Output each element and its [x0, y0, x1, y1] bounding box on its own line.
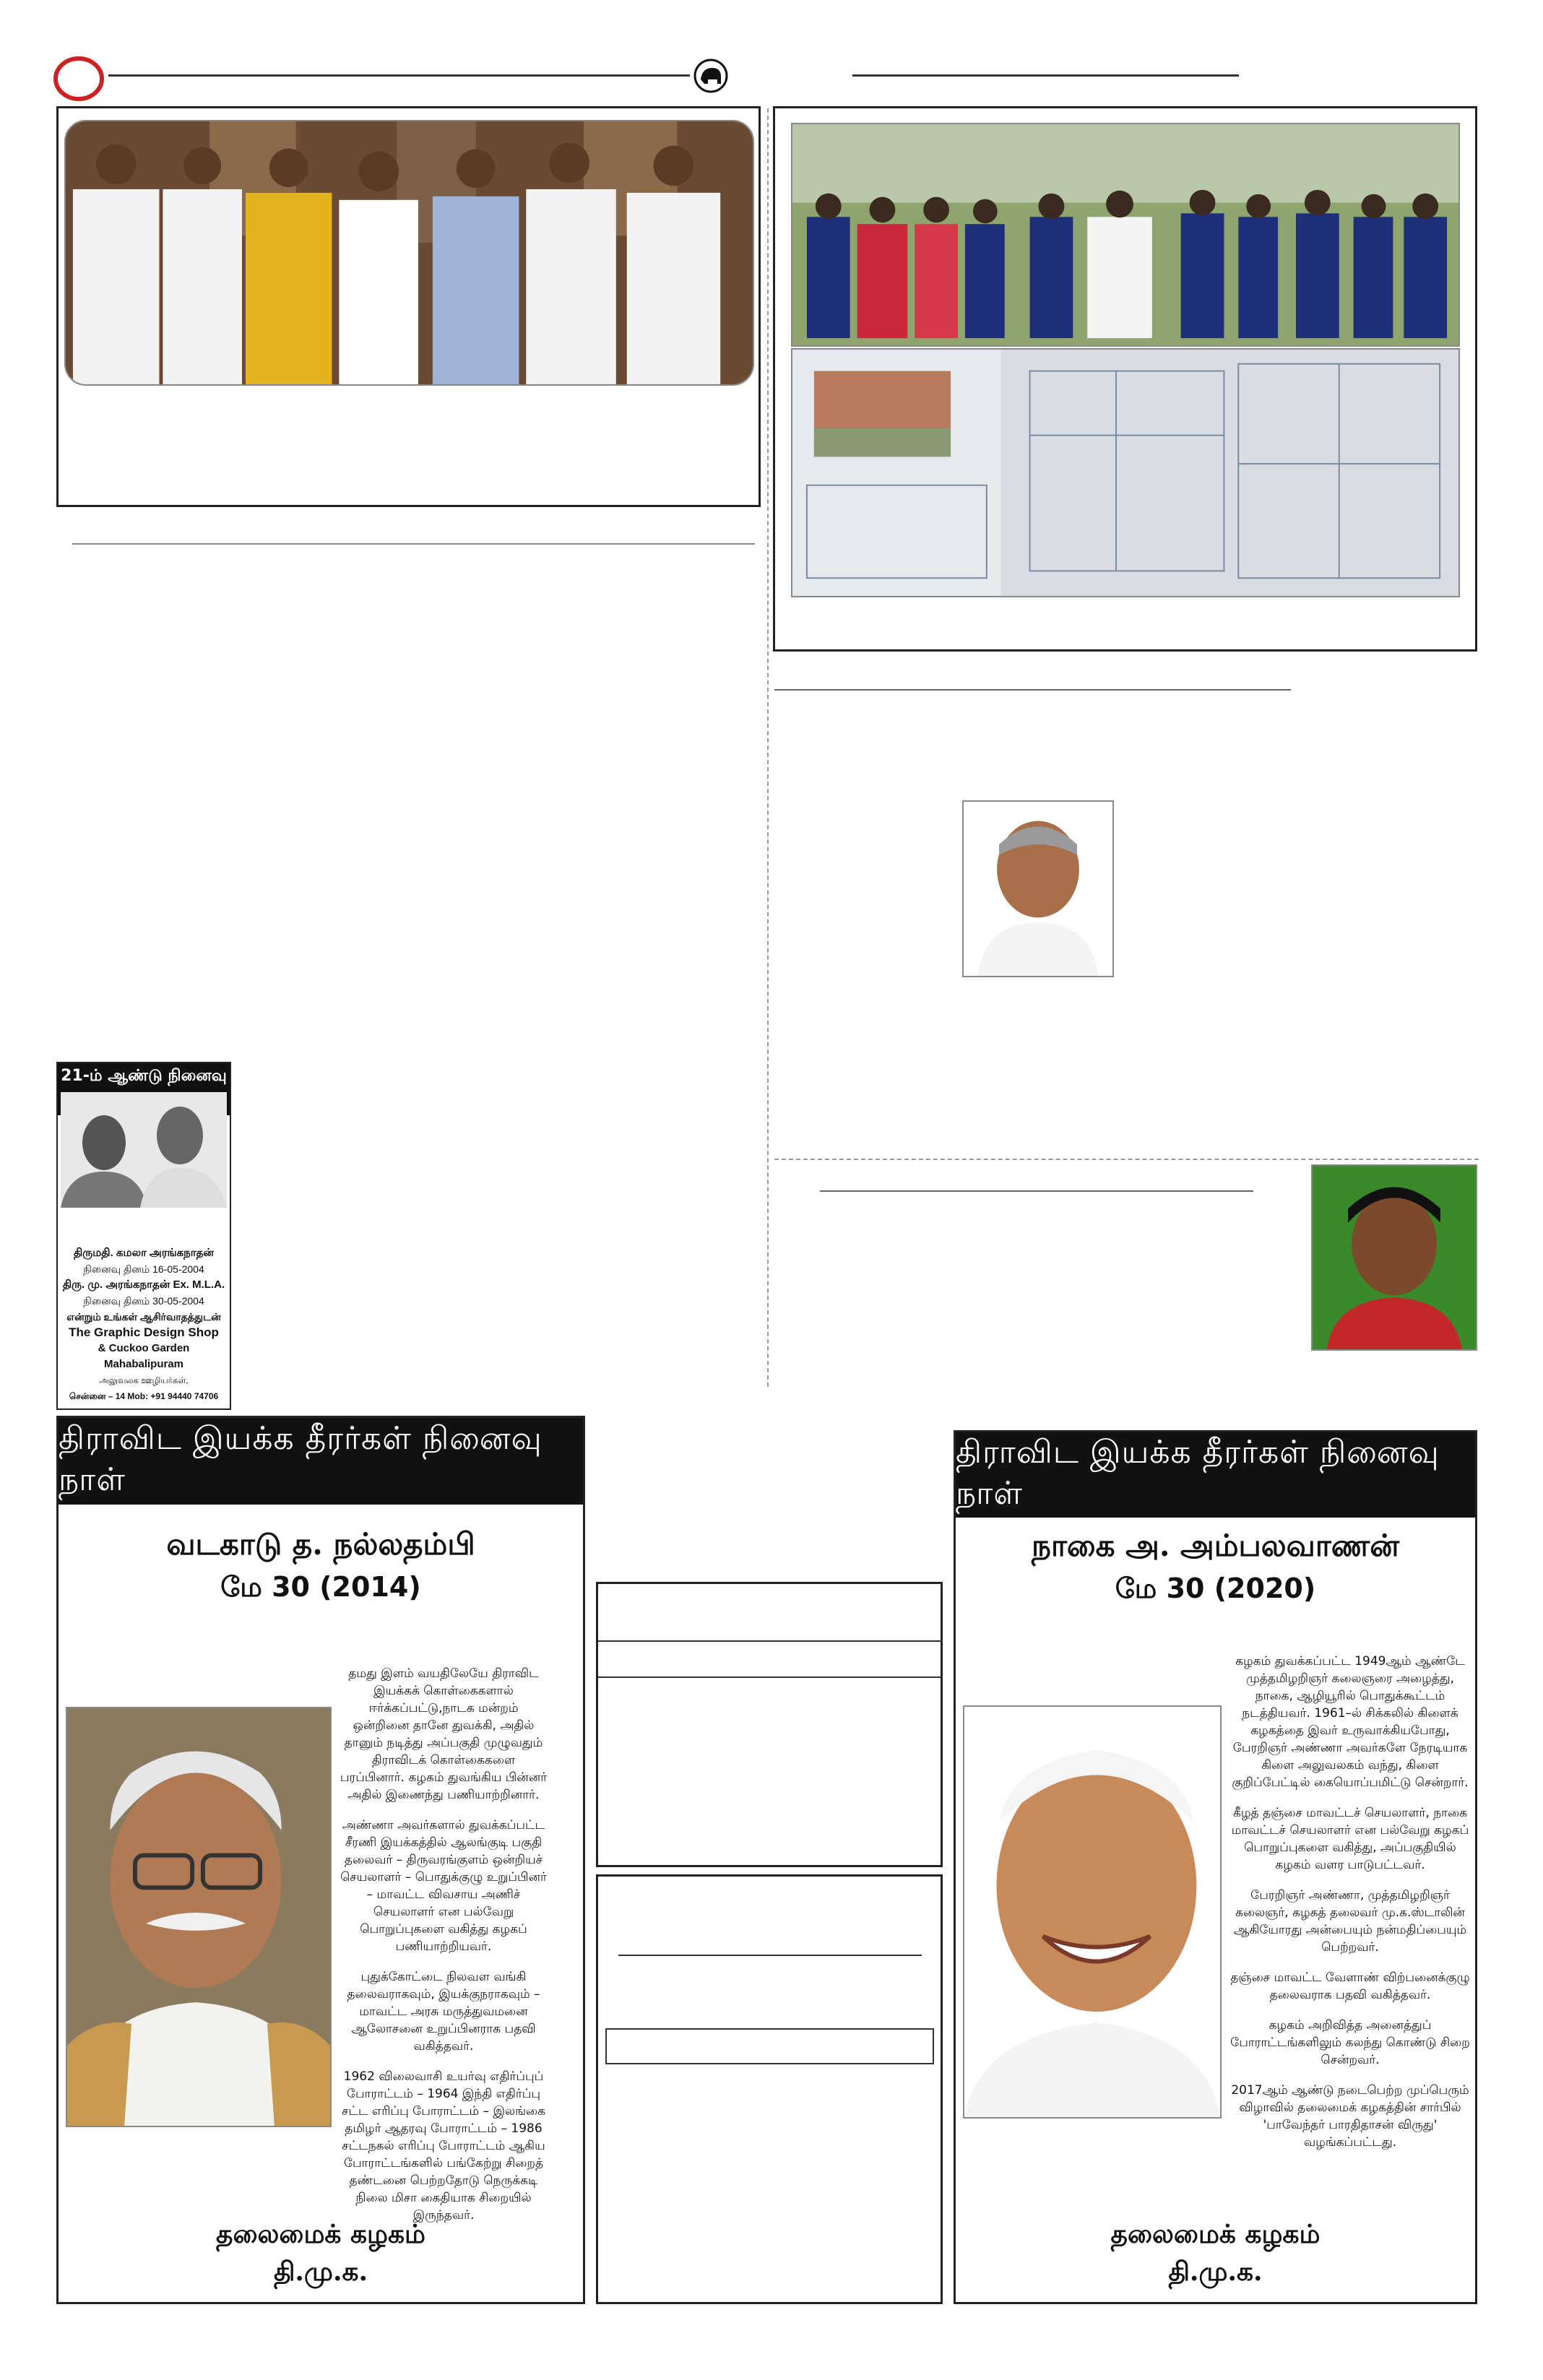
- memorial-right-sign1: தலைமைக் கழகம்: [1110, 2219, 1321, 2249]
- obituary-portrait-man: [962, 800, 1114, 977]
- circle-logo-icon: [53, 56, 104, 101]
- memorial-left-para-3: புதுக்கோட்டை நிலவள வங்கி தலைவராகவும், இயக்குநராகவும் – மாவட்ட அரசு மருத்துவமனை ஆலோசனை உறுப்பினராக பதவி வகித்தவர்.: [347, 1970, 540, 2054]
- top-right-photo-frame: [773, 106, 1477, 652]
- portrait-woman-green: [1311, 1164, 1477, 1351]
- ad-person2-date: நினைவு தினம் 30-05-2004: [83, 1295, 204, 1307]
- left-column-rule: [72, 543, 755, 545]
- center-box-bottom-inner-box: [605, 2028, 934, 2064]
- memorial-right-date: மே 30 (2020): [1115, 1572, 1316, 1604]
- memorial-left-portrait: [66, 1707, 332, 2127]
- memorial-right-para-3: பேரறிஞர் அண்ணா, முத்தமிழறிஞர் கலைஞர், கழகத் தலைவர் மு.க.ஸ்டாலின் ஆகியோரது அன்பையும் நன்மதிப்பையும் பெற்றவர்.: [1233, 1888, 1467, 1955]
- memorial-right-para-6: 2017ஆம் ஆண்டு நடைபெற்ற முப்பெரும் விழாவில் தலைமைக் கழகத்தின் சார்பில் 'பாவேந்தர் பாரதிதாசன் விருது' வழங்கப்பட்டது.: [1231, 2083, 1469, 2150]
- ad-sub: அலுவலக ஊழியர்கள்,: [99, 1375, 189, 1385]
- memorial-right-bio: [1227, 1653, 1473, 2164]
- students-group-photo: [791, 123, 1460, 347]
- memorial-right-portrait: [963, 1705, 1222, 2119]
- memorial-left-sign1: தலைமைக் கழகம்: [216, 2219, 425, 2249]
- memorial-right-sign2: தி.மு.க.: [1168, 2256, 1263, 2287]
- memorial-right-para-1: கழகம் துவக்கப்பட்ட 1949ஆம் ஆண்டே முத்தமிழறிஞர் கலைஞரை அழைத்து, நாகை, ஆழியூரில் பொதுக்கூட்டம் நடத்தியவர். 1961–ல் சிக்கலில் கிளைக் கழகத்தை இவர் உருவாக்கியபோது, பேரறிஞர் அண்ணா அவர்களே நேரடியாக கிளை அலுவலகம் வந்து, கிளை குறிப்பேட்டில் கையொப்பமிட்டு சென்றார்.: [1232, 1654, 1469, 1790]
- remembrance-ad: [56, 1062, 231, 1410]
- center-box-top-rule-1: [598, 1640, 941, 1642]
- ad-person1-date: நினைவு தினம் 16-05-2004: [83, 1263, 204, 1275]
- center-box-top: [596, 1582, 943, 1867]
- memorial-left-bio: [339, 1665, 548, 2237]
- ad-title: 21-ம் ஆண்டு நினைவு: [58, 1063, 230, 1115]
- ad-text-block: [59, 1245, 228, 1404]
- memorial-left-para-2: அண்ணா அவர்களால் துவக்கப்பட்ட சீரணி இயக்கத்தில் ஆலங்குடி பகுதி தலைவர் – திருவரங்குளம் ஒன்றியச் செயலாளர் – பொதுக்குழு உறுப்பினர் – மாவட்ட விவசாய அணிச் செயலாளர் என பல்வேறு பொறுப்புகளை வகித்து கழகப் பணியாற்றியவர்.: [340, 1818, 547, 1954]
- header-emblem: [692, 58, 730, 94]
- ad-contact: சென்னை – 14 Mob: +91 94440 74706: [69, 1391, 219, 1401]
- center-box-bottom-rule: [618, 1955, 922, 1956]
- right-column-rule-1: [774, 689, 1291, 691]
- memorial-right: [954, 1430, 1477, 2304]
- top-left-photo-frame: [56, 106, 761, 507]
- memorial-left-sign2: தி.மு.க.: [273, 2256, 368, 2287]
- memorial-right-signature: [956, 2215, 1475, 2290]
- header-rule-left: [108, 74, 690, 77]
- memorial-left-date: மே 30 (2014): [220, 1571, 421, 1603]
- ad-couple-photo: [61, 1092, 227, 1208]
- memorial-right-para-4: தஞ்சை மாவட்ட வேளாண் விற்பனைக்குழு தலைவராக பதவி வகித்தவர்.: [1230, 1970, 1470, 2002]
- header-logo: [53, 56, 104, 101]
- building-plan-photo: [791, 348, 1460, 597]
- memorial-right-para-2: கீழத் தஞ்சை மாவட்டச் செயலாளர், நாகை மாவட்டச் செயலாளர் என பல்வேறு கழகப் பொறுப்புகளை வகித்து, அப்பகுதியில் கழகம் வளர பாடுபட்டவர்.: [1231, 1806, 1469, 1872]
- ad-person1-name: திருமதி. கமலா அரங்கநாதன்: [74, 1247, 214, 1259]
- memorial-left-para-1: தமது இளம் வயதிலேயே திராவிட இயக்கக் கொள்கைகளால் ஈர்க்கப்பட்டு,நாடக மன்றம் ஒன்றினை தானே துவக்கி, அதில் தானும் நடித்து அப்பகுதி முழுவதும் திராவிடக் கொள்கைகளை பரப்பினார். கழகம் துவங்கிய பின்னர் அதில் இணைந்து பணியாற்றினார்.: [340, 1666, 548, 1802]
- ad-blessing: என்றும் உங்கள் ஆசிர்வாதத்துடன்: [66, 1311, 221, 1323]
- right-column-rule-2: [820, 1190, 1253, 1192]
- center-box-top-rule-2: [598, 1676, 941, 1678]
- memorial-left-banner: திராவிட இயக்க தீரர்கள் நினைவு நாள்: [59, 1418, 583, 1505]
- header-rule-right: [852, 74, 1239, 77]
- elephant-emblem-icon: [692, 58, 730, 94]
- memorial-right-para-5: கழகம் அறிவித்த அனைத்துப் போராட்டங்களிலும் கலந்து கொண்டு சிறை சென்றவர்.: [1230, 2018, 1470, 2067]
- ad-shop-line2: & Cuckoo Garden Mahabalipuram: [98, 1342, 190, 1370]
- column-divider: [767, 108, 769, 1387]
- group-photo-leaders: [64, 120, 754, 386]
- ad-shop-line1: The Graphic Design Shop: [69, 1325, 219, 1339]
- memorial-left-signature: [59, 2215, 583, 2290]
- memorial-left-para-4: 1962 விலைவாசி உயர்வு எதிர்ப்புப் போராட்டம் – 1964 இந்தி எதிர்ப்பு சட்ட எரிப்பு போராட்டம் – இலங்கை தமிழர் ஆதரவு போராட்டம் – 1986 சட்டநகல் எரிப்பு போராட்டம் ஆகிய போராட்டங்களில் பங்கேற்று சிறைத் தண்டனை பெற்றதோடு நெருக்கடி நிலை மிசா கைதியாக சிறையில் இருந்தவர்.: [342, 2069, 545, 2223]
- memorial-left-name: வடகாடு த. நல்லதம்பி: [166, 1526, 475, 1562]
- center-box-bottom: [596, 1874, 943, 2304]
- ad-person2-name: திரு. மு. அரங்கநாதன் Ex. M.L.A.: [62, 1278, 225, 1291]
- memorial-left: [56, 1416, 585, 2304]
- memorial-right-name: நாகை அ. அம்பலவாணன்: [1032, 1528, 1399, 1563]
- memorial-right-banner: திராவிட இயக்க தீரர்கள் நினைவு நாள்: [956, 1432, 1475, 1518]
- right-column-dotted-separator: [774, 1159, 1479, 1160]
